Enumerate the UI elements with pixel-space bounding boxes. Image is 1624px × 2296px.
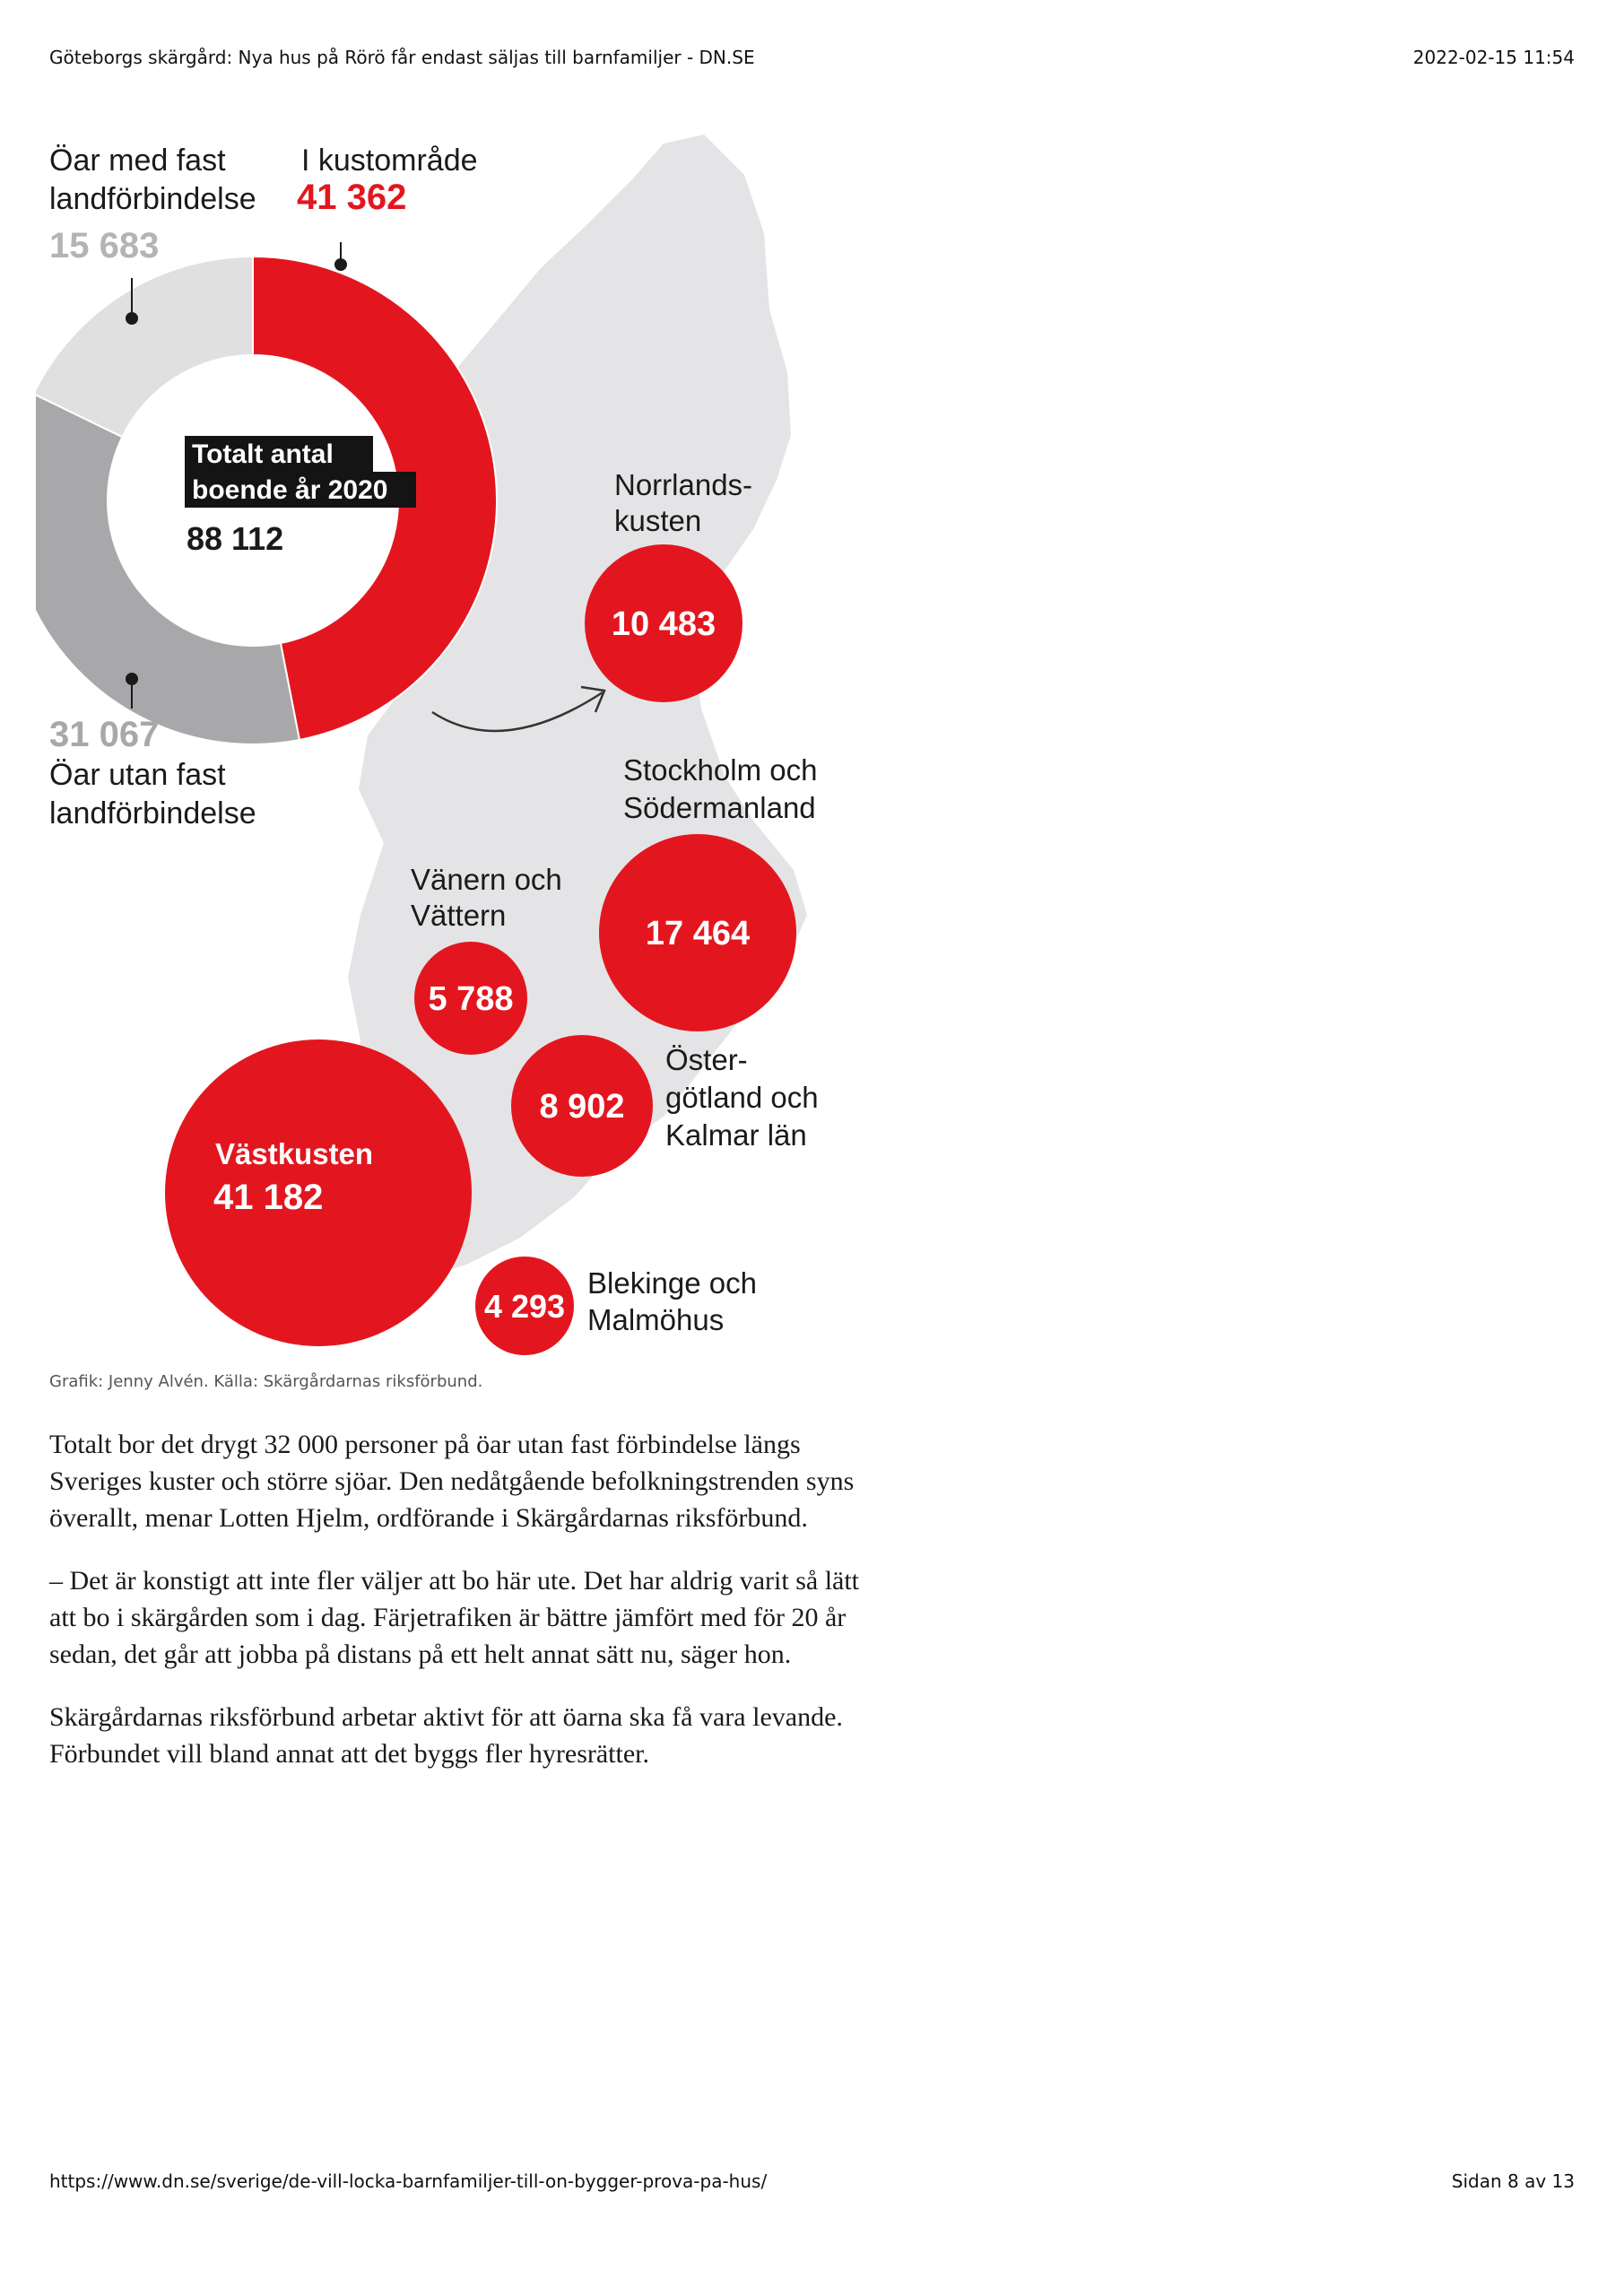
bubble-value-ostergotland: 8 902 (539, 1088, 625, 1126)
bubble-label-ostergotland-2: götland och (665, 1081, 819, 1114)
bubble-label-ostergotland-1: Öster- (665, 1043, 748, 1076)
label-kustomrade: I kustområde (301, 144, 478, 178)
bubble-label-ostergotland-3: Kalmar län (665, 1118, 807, 1152)
leader-dot-kustomrade (334, 258, 347, 271)
label-utan-fast-2: landförbindelse (49, 796, 256, 831)
value-utan-fast: 31 067 (49, 715, 160, 754)
print-footer (49, 2170, 1575, 2192)
bubble-value-vastkusten: 41 182 (213, 1178, 324, 1217)
bubble-label-stockholm-1: Stockholm och (623, 753, 818, 787)
article-paragraph: – Det är konstigt att inte fler väljer att bo här ute. Det har aldrig varit så lätt att bo i skärgården som i dag. Färjetrafiken är bättre jämfört med för 20 år sedan, det går att jobba på distans på ett helt annat sätt nu, säger hon. (49, 1566, 860, 1669)
bubble-value-norrlandskusten: 10 483 (611, 605, 716, 643)
label-med-fast-2: landförbindelse (49, 182, 256, 216)
graphic-caption: Grafik: Jenny Alvén. Källa: Skärgårdarnas riksförbund. (49, 1372, 483, 1391)
bubble-label-norrlandskusten-1: Norrlands- (614, 468, 753, 501)
bubble-value-vanern: 5 788 (428, 980, 514, 1018)
print-header (49, 47, 1575, 68)
donut-title-line-1: Totalt antal (192, 439, 334, 469)
label-utan-fast-1: Öar utan fast (49, 758, 226, 792)
label-med-fast-1: Öar med fast (49, 144, 226, 178)
bubble-label-vastkusten: Västkusten (215, 1137, 374, 1170)
bubble-label-stockholm-2: Södermanland (623, 791, 816, 824)
bubble-value-stockholm: 17 464 (645, 915, 751, 952)
donut-total: 88 112 (187, 520, 284, 557)
bubble-label-blekinge-1: Blekinge och (587, 1266, 757, 1300)
article-body (49, 1426, 874, 1798)
value-med-fast: 15 683 (49, 226, 160, 265)
leader-dot-utan-fast (126, 673, 138, 685)
bubble-label-blekinge-2: Malmöhus (587, 1303, 725, 1336)
print-datetime: 2022-02-15 11:54 (1412, 47, 1575, 68)
page-title: Göteborgs skärgård: Nya hus på Rörö får endast säljas till barnfamiljer - DN.SE (49, 47, 755, 68)
bubble-value-blekinge: 4 293 (483, 1288, 566, 1325)
value-kustomrade: 41 362 (297, 178, 407, 217)
donut-title-line-2: boende år 2020 (192, 475, 388, 505)
donut-chart (36, 257, 497, 744)
article-paragraph: Totalt bor det drygt 32 000 personer på öar utan fast förbindelse längs Sveriges kuster och större sjöar. Den nedåtgående befolkningstrenden syns överallt, menar Lotten Hjelm, ordförande i Skärgårdarnas riksförbund. (49, 1430, 855, 1533)
article-paragraph: Skärgårdarnas riksförbund arbetar aktivt för att öarna ska få vara levande. Förbundet vill bland annat att det byggs fler hyresrätter. (49, 1702, 843, 1769)
article-url-link[interactable]: https://www.dn.se/sverige/de-vill-locka-barnfamiljer-till-on-bygger-prova-pa-hus/ (49, 2170, 768, 2192)
bubble-label-vanern-1: Vänern och (411, 863, 562, 896)
bubble-label-norrlandskusten-2: kusten (614, 504, 702, 537)
page-number: Sidan 8 av 13 (1451, 2170, 1575, 2192)
bubble-label-vanern-2: Vättern (411, 899, 507, 932)
leader-dot-med-fast (126, 312, 138, 325)
infographic (36, 126, 825, 1363)
